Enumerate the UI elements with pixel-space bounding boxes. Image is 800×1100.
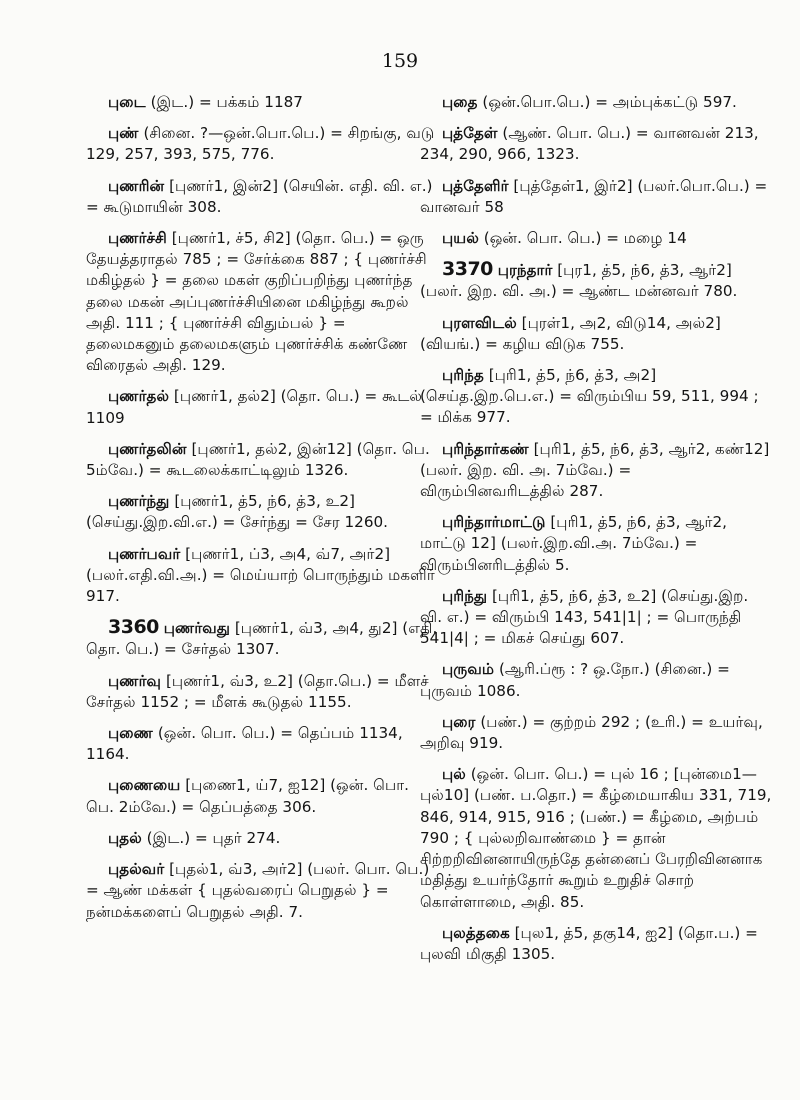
dictionary-entry [86, 92, 438, 113]
entry-headword: புரிந்து [442, 586, 488, 605]
dictionary-entry [86, 386, 438, 428]
entry-headword: புடை [108, 93, 146, 111]
dictionary-entry [420, 439, 772, 503]
entry-definition: [புதல்1, வ்3, அர்2] (பலர். பொ. பெ.) = ஆண் மக்கள் { புதல்வரைப் பெறுதல் } = நன்மக்களைப் பெறுதல் அதி. 7. [86, 860, 430, 921]
entry-definition: [புணை1, ய்7, ஐ12] (ஒன். பொ. பெ. 2ம்வே.) = தெப்பத்தை 306. [86, 776, 410, 816]
entry-headword: புணர்பவர் [108, 544, 181, 563]
left-column [86, 92, 438, 933]
entry-definition: (பண்.) = குற்றம் 292 ; (உரி.) = உயர்வு, அறிவு 919. [420, 712, 763, 753]
entry-headword: புரிந்தார்கண் [442, 439, 529, 458]
entry-definition: [புரி1, த்5, ந்6, த்3, ஆர்2, கண்12] (பலர். இற. வி. அ. 7ம்வே.) = விரும்பினவரிடத்தில் 287. [420, 439, 770, 501]
entry-definition: [புர1, த்5, ந்6, த்3, ஆர்2] (பலர். இற. வி. அ.) = ஆண்ட மன்னவர் 780. [420, 261, 738, 301]
entry-headword: புலத்தகை [442, 923, 510, 942]
entry-definition: (ஒன். பொ. பெ.) = தெப்பம் 1134, 1164. [86, 724, 403, 764]
dictionary-entry [86, 723, 438, 765]
dictionary-entry [420, 764, 772, 912]
entry-headword: புருவம் [442, 660, 495, 679]
entry-headword: புண் [108, 124, 139, 143]
dictionary-entry [86, 123, 438, 165]
dictionary-entry [86, 176, 438, 218]
entry-definition: [புரி1, த்5, ந்6, த்3, அ2] (செய்த.இற.பெ.எ.) = விரும்பிய 59, 511, 994 ; = மிக்க 977. [420, 366, 759, 427]
entry-definition: [புணர்1, இன்2] (செயின். எதி. வி. எ.) = கூடுமாயின் 308. [86, 176, 433, 216]
dictionary-entry [420, 123, 772, 165]
dictionary-entry [420, 259, 772, 302]
entry-definition: [புணர்1, வ்3, அ4, து2] (எதி. தொ. பெ.) = சேர்தல் 1307. [86, 619, 438, 659]
entry-definition: (ஆண். பொ. பெ.) = வானவன் 213, 234, 290, 966, 1323. [420, 124, 759, 164]
entry-headword: புணர்வு [108, 671, 162, 690]
entry-definition: (இட.) = புதர் 274. [146, 828, 281, 847]
entry-definition: (சினை. ?—ஒன்.பொ.பெ.) = சிறங்கு, வடு 129, 257, 393, 575, 776. [86, 124, 435, 164]
dictionary-entry [420, 712, 772, 754]
entry-definition: (ஆரி.ப்ரூ : ? ஒ.நோ.) (சினை.) = புருவம் 1086. [420, 660, 730, 700]
entry-number: 3360 [108, 616, 159, 639]
entry-headword: புரளவிடல் [442, 313, 517, 332]
dictionary-entry [420, 586, 772, 650]
dictionary-entry [420, 228, 772, 249]
entry-headword: புரிந்தார்மாட்டு [442, 513, 546, 532]
entry-number: 3370 [442, 258, 493, 281]
entry-headword: புணை [108, 724, 153, 743]
dictionary-entry [86, 859, 438, 923]
entry-headword: புரிந்த [442, 366, 484, 385]
dictionary-entry [86, 828, 438, 849]
dictionary-entry [86, 228, 438, 376]
entry-definition: (ஒன். பொ. பெ.) = புல் 16 ; [புன்மை1—புல்10] (பண். ப.தொ.) = கீழ்மையாகிய 331, 719, 846, 914, 915, 916 ; (பண்.) = கீழ்மை, அற்பம் 790 ; { புல்லறிவாண்மை } = தான் சிற்றறிவினனாயிருந்தே தன்னைப் பேரறிவினனாக மதித்து உயர்ந்தோர் கூறும் உறுதிச் சொற் கொள்ளாமை, அதி. 85. [420, 765, 772, 911]
entry-definition: [புணர்1, தல்2, இன்12] (தொ. பெ. 5ம்வே.) = கூடலைக்காட்டிலும் 1326. [86, 439, 430, 480]
dictionary-entry [86, 671, 438, 713]
entry-definition: [புத்தேள்1, இர்2] (பலர்.பொ.பெ.) = வானவர் 58 [420, 176, 768, 216]
dictionary-entry [420, 659, 772, 701]
entry-definition: [புரி1, த்5, ந்6, த்3, ஆர்2, மாட்டு 12] (பலர்.இற.வி.அ. 7ம்வே.) = விரும்பினரிடத்தில் 5. [420, 513, 727, 574]
dictionary-entry [420, 176, 772, 218]
entry-headword: புயல் [442, 229, 479, 248]
dictionary-entry [86, 439, 438, 481]
dictionary-entry [420, 512, 772, 576]
dictionary-entry [420, 365, 772, 429]
entry-definition: (ஒன்.பொ.பெ.) = அம்புக்கட்டு 597. [482, 93, 737, 111]
dictionary-entry [86, 544, 438, 608]
entry-headword: புணர்வது [163, 619, 230, 638]
entry-definition: [புணர்1, வ்3, உ2] (தொ.பெ.) = மீளச் சேர்தல் 1152 ; = மீளக் கூடுதல் 1155. [86, 671, 429, 711]
entry-headword: புணர்ச்சி [108, 229, 167, 248]
entry-headword: புத்தேள் [442, 124, 498, 143]
entry-definition: [புணர்1, ப்3, அ4, வ்7, அர்2] (பலர்.எதி.வி.அ.) = மெய்யாற் பொருந்தும் மகளிர் 917. [86, 544, 435, 606]
entry-headword: புரந்தார் [497, 261, 553, 280]
dictionary-entry [420, 923, 772, 965]
dictionary-entry [420, 313, 772, 355]
entry-definition: [புணர்1, தல்2] (தொ. பெ.) = கூடல் 1109 [86, 387, 423, 427]
entry-definition: (ஒன். பொ. பெ.) = மழை 14 [483, 229, 687, 248]
entry-headword: புதல்வர் [108, 860, 165, 879]
entry-headword: புத்தேளிர் [442, 176, 509, 195]
entry-headword: புதல் [108, 828, 142, 847]
entry-definition: (இட.) = பக்கம் 1187 [150, 93, 303, 111]
entry-headword: புதை [442, 93, 478, 111]
entry-headword: புணர்தல் [108, 387, 170, 406]
entry-headword: புணரின் [108, 176, 165, 195]
dictionary-entry [420, 92, 772, 113]
entry-definition: [புணர்1, ச்5, சி2] (தொ. பெ.) = ஒரு தேயத்தராதல் 785 ; = சேர்க்கை 887 ; { புணர்ச்சி மகிழ்தல் } = தலை மகள் குறிப்பறிந்து புணர்ந்த தலை மகன் அப்புணர்ச்சியினை மகிழ்ந்து கூறல் அதி. 111 ; { புணர்ச்சி விதும்பல் } = தலைமகனும் தலைமகளும் புணர்ச்சிக் கண்ணே விரைதல் அதி. 129. [86, 229, 427, 375]
entry-headword: புல் [442, 765, 466, 784]
entry-headword: புரை [442, 712, 476, 731]
right-column [420, 92, 772, 975]
entry-headword: புணர்ந்து [108, 492, 170, 511]
entry-definition: [புல1, த்5, தகு14, ஐ2] (தொ.ப.) = புலவி மிகுதி 1305. [420, 923, 758, 963]
entry-definition: [புரள்1, அ2, விடு14, அல்2] (வியங்.) = கழிய விடுக 755. [420, 313, 721, 353]
entry-headword: புணர்தலின் [108, 439, 187, 458]
dictionary-entry [86, 491, 438, 533]
entry-definition: [புரி1, த்5, ந்6, த்3, உ2] (செய்து.இற. வி. எ.) = விரும்பி 143, 541|1| ; = பொருந்தி 541|4| ; = மிகச் செய்து 607. [420, 586, 749, 648]
dictionary-entry [86, 775, 438, 817]
page-number: 159 [381, 50, 419, 72]
entry-headword: புணையை [108, 776, 181, 795]
entry-definition: [புணர்1, த்5, ந்6, த்3, உ2] (செய்து.இற.வி.எ.) = சேர்ந்து = சேர 1260. [86, 492, 388, 532]
dictionary-entry [86, 617, 438, 660]
